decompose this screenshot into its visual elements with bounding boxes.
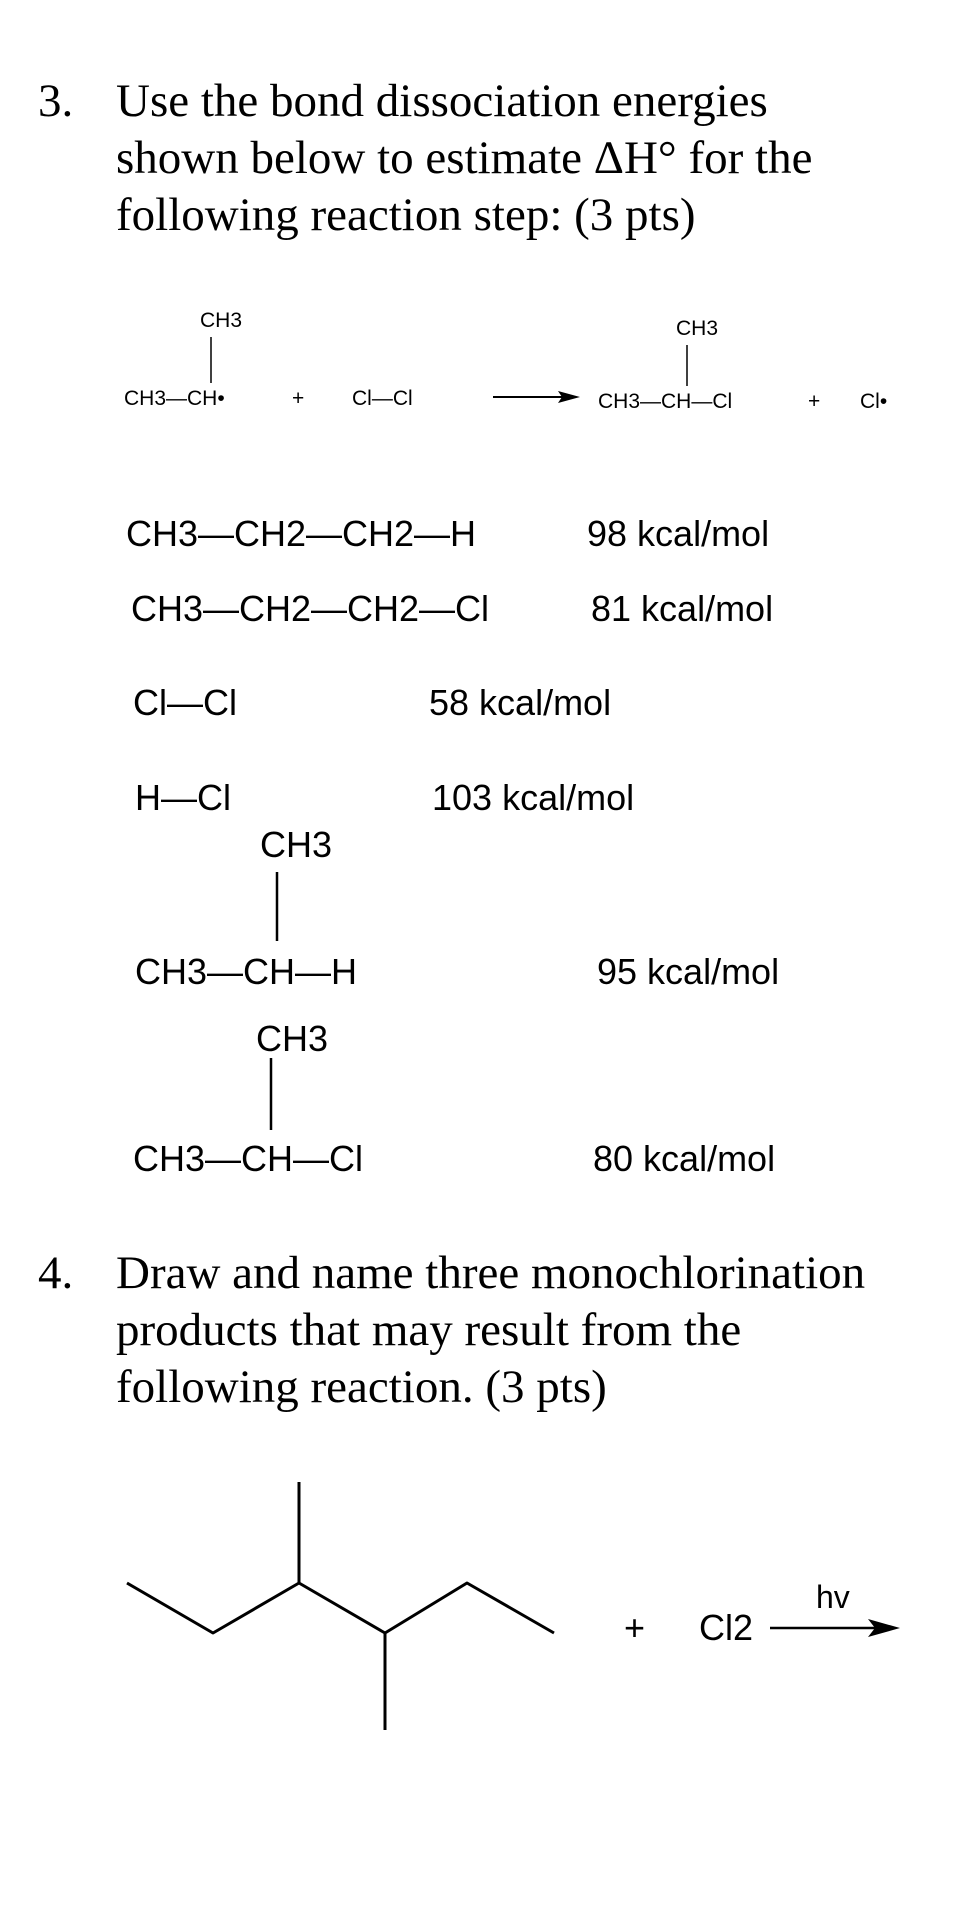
bond-row-3-formula: Cl—Cl (133, 682, 237, 723)
question-4-line-3: following reaction. (3 pts) (116, 1361, 607, 1413)
reaction-arrow-4 (770, 1619, 900, 1637)
bond-row-6-formula: CH3—CH—Cl (133, 1138, 364, 1179)
skeletal-alkane-structure (127, 1482, 554, 1730)
question-4-number: 4. (38, 1247, 74, 1299)
question-4-text (116, 1245, 976, 1416)
light-condition-label: hv (816, 1579, 850, 1615)
chlorine-molecule: Cl—Cl (352, 387, 413, 410)
bond-row-5-formula: CH3—CH—H (135, 951, 358, 992)
bond-row-1-formula: CH3—CH2—CH2—H (126, 513, 477, 554)
reaction-arrow-3 (493, 391, 580, 403)
bond-row-2-energy: 81 kcal/mol (591, 588, 774, 629)
question-3-line-2: shown below to estimate ΔH° for the (116, 132, 813, 184)
plus-sign-1: + (292, 387, 305, 410)
chlorine-radical: Cl• (860, 390, 888, 413)
bond-row-2-formula: CH3—CH2—CH2—Cl (131, 588, 490, 629)
plus-sign-4: + (624, 1607, 646, 1648)
bond-row-5-methyl-label: CH3 (260, 824, 333, 865)
question-4-line-2: products that may result from the (116, 1304, 742, 1356)
bond-row-6-energy: 80 kcal/mol (593, 1138, 776, 1179)
product-methyl-label: CH3 (676, 317, 719, 340)
product-chloride: CH3—CH—Cl (598, 390, 733, 413)
bond-row-1-energy: 98 kcal/mol (587, 513, 770, 554)
question-3-line-1: Use the bond dissociation energies (116, 75, 768, 127)
reactant-methyl-label: CH3 (200, 309, 243, 332)
question-3-line-3: following reaction step: (3 pts) (116, 189, 696, 241)
bond-row-5-energy: 95 kcal/mol (597, 951, 780, 992)
question-4-line-1: Draw and name three monochlorination (116, 1247, 866, 1299)
chlorine-reagent: Cl2 (699, 1607, 754, 1648)
bond-row-4-energy: 103 kcal/mol (432, 777, 635, 818)
question-3-number: 3. (38, 75, 74, 127)
reactant-radical: CH3—CH• (124, 387, 225, 410)
bond-row-4-formula: H—Cl (135, 777, 231, 818)
bond-row-3-energy: 58 kcal/mol (429, 682, 612, 723)
plus-sign-2: + (808, 390, 821, 413)
bond-row-6-methyl-label: CH3 (256, 1018, 329, 1059)
